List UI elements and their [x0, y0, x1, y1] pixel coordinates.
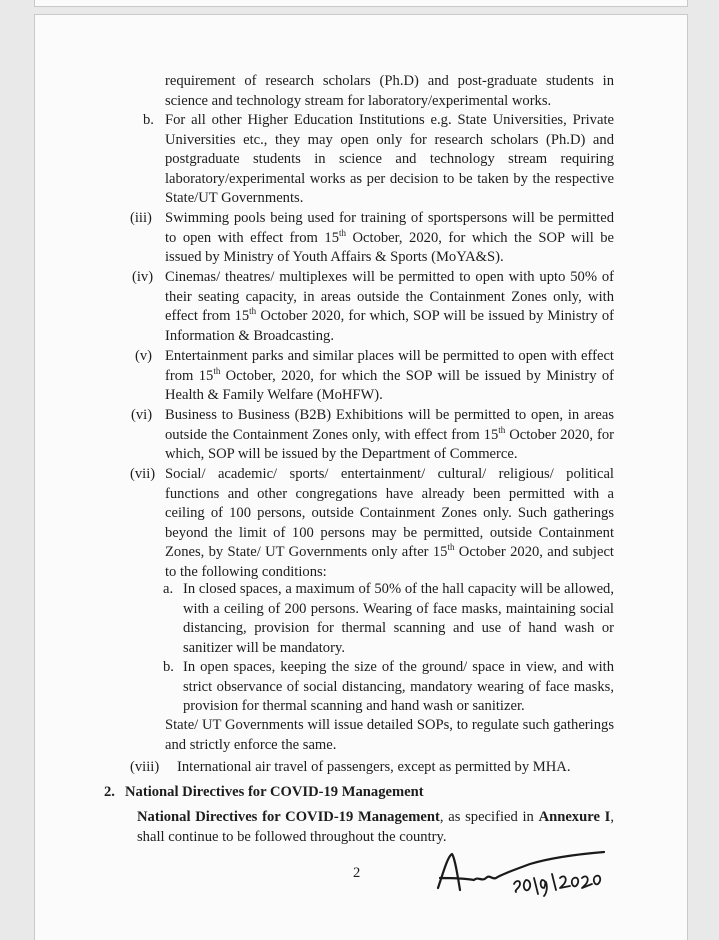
item-v-label: (v): [135, 348, 153, 364]
item-viii-label: (viii): [130, 759, 160, 775]
section-2-body-tail: , shall continue to be followed throughout the country.: [137, 809, 614, 845]
item-b-text: For all other Higher Education Institutions e.g. State Universities, Private Universities etc., they may open only for research scholars (Ph.D) and postgraduate students in science and technology stream requiring laboratory/experimental works as per decision to be taken by the respective State/UT Governments.: [165, 112, 614, 207]
item-vi-label: (vi): [131, 407, 153, 423]
item-viii-text: International air travel of passengers, except as permitted by MHA.: [177, 759, 571, 775]
item-v-text: Entertainment parks and similar places will be permitted to open with effect from 15th October, 2020, for which the SOP will be issued by Ministry of Health & Family Welfare (MoHFW).: [165, 348, 614, 404]
section-2-body: [137, 808, 614, 847]
item-iv-text: Cinemas/ theatres/ multiplexes will be permitted to open with upto 50% of their seating capacity, in areas outside the Containment Zones only, with effect from 15th October 2020, for which, SOP will be issued by Ministry of Information & Broadcasting.: [165, 269, 614, 344]
handwritten-signature: [430, 848, 610, 902]
page-number: 2: [353, 865, 361, 881]
section-2-number: 2.: [104, 784, 115, 800]
item-vii-text: Social/ academic/ sports/ entertainment/ cultural/ religious/ political functions and other congregations have already been permitted with a ceiling of 100 persons, outside Containment Zones only. Such gatherings beyond the limit of 100 persons may be permitted, outside Containment Zones, by State/ UT Governments only after 15th October 2020, and subject to the following conditions:: [165, 466, 614, 580]
item-iii-body: Swimming pools being used for training of sportspersons will be permitted to open with effect from 15th October, 2020, for which the SOP will be issued by Ministry of Youth Affairs & Sports (MoYA&S).: [165, 210, 615, 266]
section-2-body-lead: National Directives for COVID-19 Management: [137, 809, 440, 825]
item-vii-b-label: b.: [163, 659, 174, 675]
section-2-title: National Directives for COVID-19 Management: [125, 784, 424, 800]
item-iv-label: (iv): [132, 269, 154, 285]
item-iii-text: [165, 209, 614, 268]
item-vii-a-label: a.: [163, 581, 174, 597]
item-a-continuation: requirement of research scholars (Ph.D) and post-graduate students in science and technology stream for laboratory/experimental works.: [165, 73, 614, 109]
previous-page-edge: [34, 0, 688, 7]
item-iii-label: (iii): [130, 210, 152, 226]
item-b-label: b.: [143, 112, 154, 128]
section-2-body-mid: , as specified in: [439, 809, 539, 825]
item-vii-b-text: In open spaces, keeping the size of the ground/ space in view, and with strict observance of social distancing, mandatory wearing of face masks, provision for thermal scanning and hand wash or sanitizer.: [183, 659, 614, 715]
section-2-body-annex: Annexure I: [538, 809, 611, 825]
item-vii-a-text: In closed spaces, a maximum of 50% of the hall capacity will be allowed, with a ceiling of 200 persons. Wearing of face masks, maintaining social distancing, provision for thermal scanning and use of hand wash or sanitizer will be mandatory.: [183, 581, 614, 656]
item-vii-note: State/ UT Governments will issue detailed SOPs, to regulate such gatherings and strictly enforce the same.: [165, 717, 614, 753]
item-vii-label: (vii): [130, 466, 156, 482]
item-vi-text: Business to Business (B2B) Exhibitions will be permitted to open, in areas outside the Containment Zones only, with effect from 15th October 2020, for which, SOP will be issued by the Department of Commerce.: [165, 407, 614, 463]
